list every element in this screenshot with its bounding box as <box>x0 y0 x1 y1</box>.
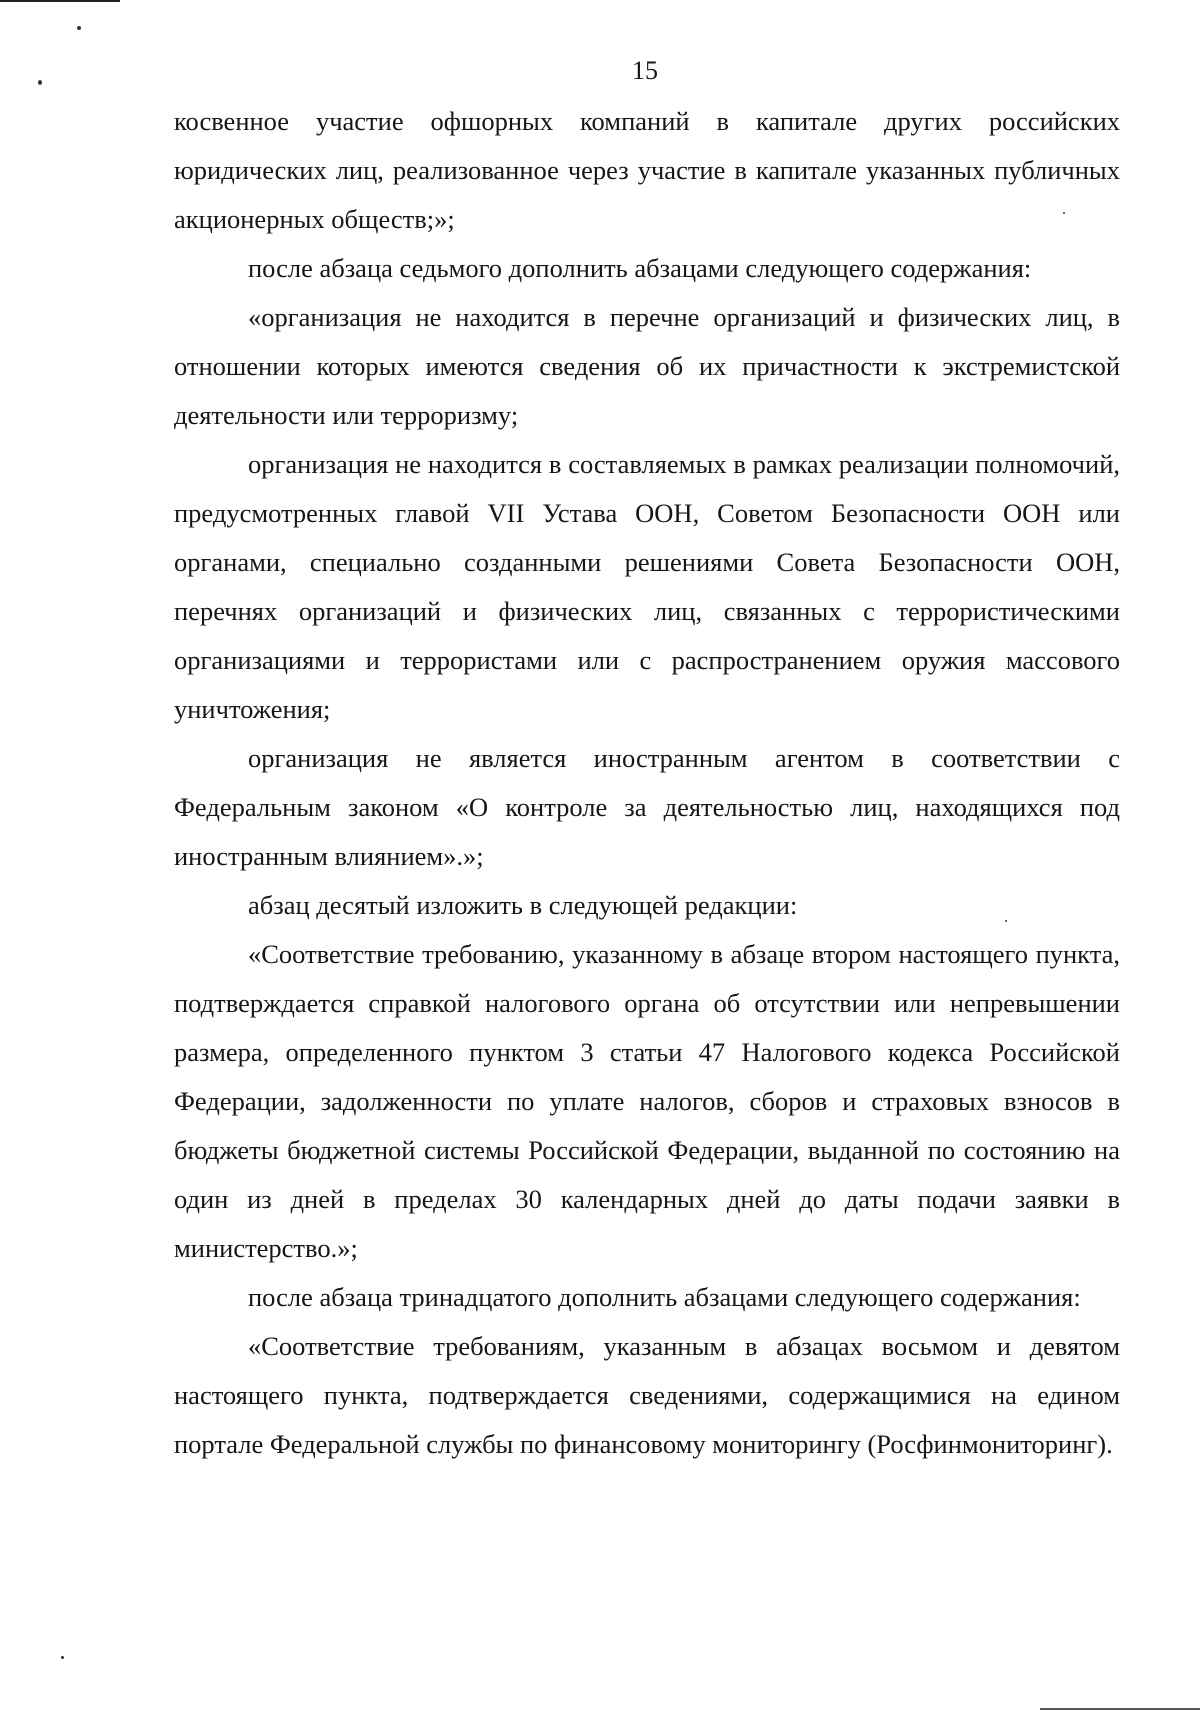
paragraph: косвенное участие офшорных компаний в капитале других российских юридических лиц, реализованное через участие в капитале указанных публичных акционерных обществ;»; <box>174 106 1120 234</box>
page-number: 15 <box>632 56 658 85</box>
paragraph: «организация не находится в перечне организаций и физических лиц, в отношении которых имеются сведения об их причастности к экстремистской деятельности или терроризму; <box>174 302 1120 430</box>
scan-edge-line <box>1040 1708 1200 1710</box>
scan-speck <box>61 1656 64 1659</box>
paragraph: организация не является иностранным агентом в соответствии с Федеральным законом «О контроле за деятельностью лиц, находящихся под иностранным влиянием».»; <box>174 743 1120 871</box>
paragraph: после абзаца седьмого дополнить абзацами следующего содержания: <box>248 253 1032 283</box>
paragraph: «Соответствие требованию, указанному в абзаце втором настоящего пункта, подтверждается справкой налогового органа об отсутствии или непревышении размера, определенного пунктом 3 статьи 47 Налогового кодекса Российской Федерации, задолженности по уплате налогов, сборов и страховых взносов в бюджеты бюджетной системы Российской Федерации, выданной по состоянию на один из дней в пределах 30 календарных дней до даты подачи заявки в министерство.»; <box>174 939 1120 1263</box>
paragraph: «Соответствие требованиям, указанным в абзацах восьмом и девятом настоящего пункта, подтверждается сведениями, содержащимися на едином портале Федеральной службы по финансовому мониторингу (Росфинмониторинг). <box>174 1331 1120 1459</box>
scan-edge-line <box>0 0 120 2</box>
document-body <box>174 97 1120 1469</box>
paragraph: после абзаца тринадцатого дополнить абзацами следующего содержания: <box>248 1282 1081 1312</box>
paragraph: абзац десятый изложить в следующей редакции: <box>248 890 798 920</box>
paragraph: организация не находится в составляемых в рамках реализации полномочий, предусмотренных главой VII Устава ООН, Советом Безопасности ООН или органами, специально созданными решениями Совета Безопасности ООН, перечнях организаций и физических лиц, связанных с террористическими организациями и террористами или с распространением оружия массового уничтожения; <box>174 449 1120 724</box>
scan-speck <box>77 26 81 30</box>
